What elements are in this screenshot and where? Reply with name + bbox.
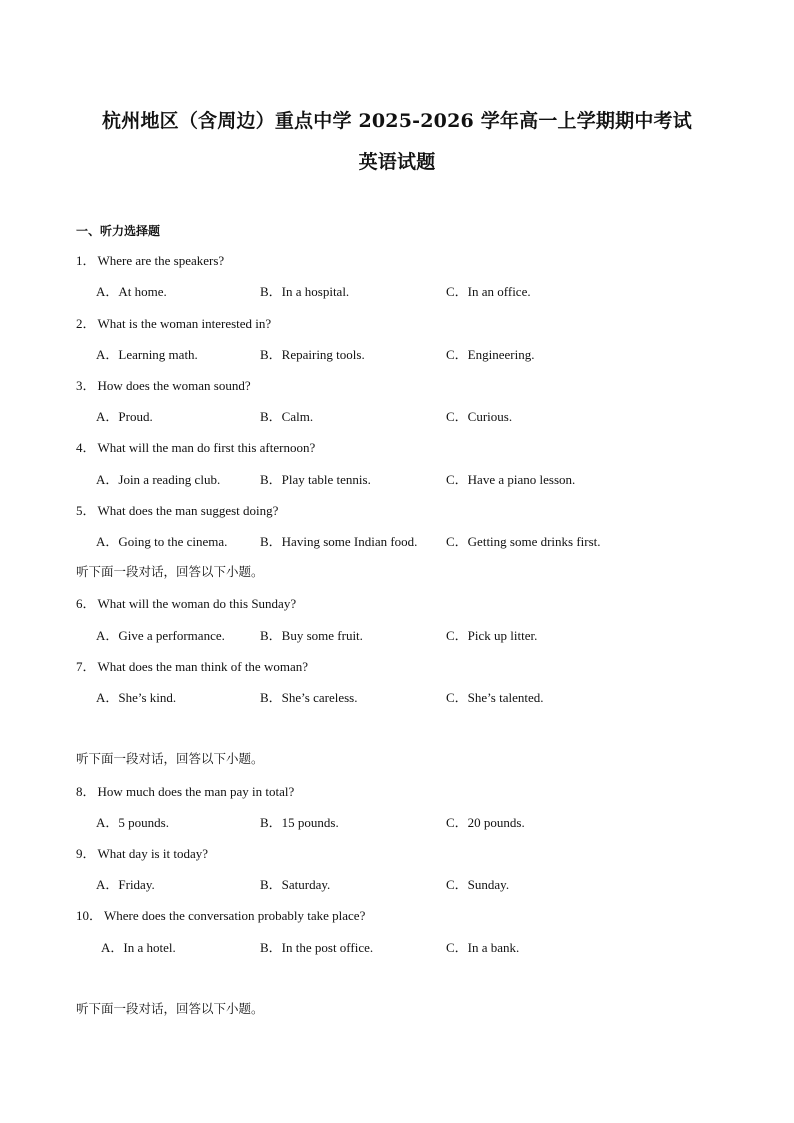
question-3-option-c: C．Curious. <box>446 409 513 424</box>
question-text: What will the woman do this Sunday? <box>97 596 297 611</box>
question-1-option-a: A．At home. <box>96 284 167 299</box>
exam-subtitle: 英语试题 <box>358 151 436 173</box>
question-number: 3． <box>76 378 96 393</box>
question-number: 8． <box>76 784 96 799</box>
question-6 <box>76 593 296 612</box>
question-3-option-a: A．Proud. <box>96 409 153 424</box>
question-10-option-c: C．In a bank. <box>446 940 520 955</box>
question-text: Where does the conversation probably take place? <box>104 908 366 923</box>
question-5-option-b: B．Having some Indian food. <box>260 534 418 549</box>
question-text: What will the man do first this afternoon? <box>97 440 316 455</box>
question-9-option-c: C．Sunday. <box>446 877 510 892</box>
question-2-option-c: C．Engineering. <box>446 347 535 362</box>
question-text: What day is it today? <box>97 846 208 861</box>
question-number: 10． <box>76 908 103 923</box>
question-5 <box>76 500 278 519</box>
question-8 <box>76 781 294 800</box>
question-number: 2． <box>76 316 96 331</box>
question-text: What does the man think of the woman? <box>97 659 308 674</box>
question-1 <box>76 250 224 269</box>
question-6-option-a: A．Give a performance. <box>96 628 225 643</box>
listening-instruction: 听下面一段对话，回答以下小题。 <box>76 751 264 766</box>
listening-instruction: 听下面一段对话，回答以下小题。 <box>76 1001 264 1016</box>
question-10 <box>76 905 365 924</box>
question-2-option-a: A．Learning math. <box>96 347 198 362</box>
question-7-option-c: C．She’s talented. <box>446 690 544 705</box>
listening-instruction: 听下面一段对话，回答以下小题。 <box>76 564 264 579</box>
question-4 <box>76 437 315 456</box>
question-text: Where are the speakers? <box>97 253 225 268</box>
question-2-option-b: B．Repairing tools. <box>260 347 365 362</box>
question-10-option-b: B．In the post office. <box>260 940 374 955</box>
question-2 <box>76 313 271 332</box>
question-6-option-b: B．Buy some fruit. <box>260 628 363 643</box>
question-text: What is the woman interested in? <box>97 316 272 331</box>
question-number: 7． <box>76 659 96 674</box>
question-8-option-b: B．15 pounds. <box>260 815 339 830</box>
question-4-option-a: A．Join a reading club. <box>96 472 221 487</box>
question-number: 6． <box>76 596 96 611</box>
question-1-option-c: C．In an office. <box>446 284 531 299</box>
exam-title: 杭州地区（含周边）重点中学 2025-2026 学年高一上学期期中考试 <box>102 110 692 132</box>
question-3 <box>76 375 251 394</box>
question-7-option-a: A．She’s kind. <box>96 690 177 705</box>
question-text: How much does the man pay in total? <box>97 784 295 799</box>
question-9-option-a: A．Friday. <box>96 877 155 892</box>
question-6-option-c: C．Pick up litter. <box>446 628 538 643</box>
question-3-option-b: B．Calm. <box>260 409 314 424</box>
question-8-option-c: C．20 pounds. <box>446 815 525 830</box>
question-9-option-b: B．Saturday. <box>260 877 331 892</box>
question-1-option-b: B．In a hospital. <box>260 284 350 299</box>
question-number: 1． <box>76 253 96 268</box>
question-8-option-a: A．5 pounds. <box>96 815 169 830</box>
question-9 <box>76 843 208 862</box>
question-number: 5． <box>76 503 96 518</box>
question-10-option-a: A．In a hotel. <box>101 940 176 955</box>
question-7-option-b: B．She’s careless. <box>260 690 358 705</box>
question-4-option-b: B．Play table tennis. <box>260 472 371 487</box>
question-5-option-a: A．Going to the cinema. <box>96 534 228 549</box>
question-text: What does the man suggest doing? <box>97 503 279 518</box>
question-5-option-c: C．Getting some drinks first. <box>446 534 601 549</box>
question-7 <box>76 656 308 675</box>
question-number: 9． <box>76 846 96 861</box>
question-number: 4． <box>76 440 96 455</box>
question-text: How does the woman sound? <box>97 378 251 393</box>
question-4-option-c: C．Have a piano lesson. <box>446 472 576 487</box>
section-heading: 一、听力选择题 <box>76 224 161 238</box>
